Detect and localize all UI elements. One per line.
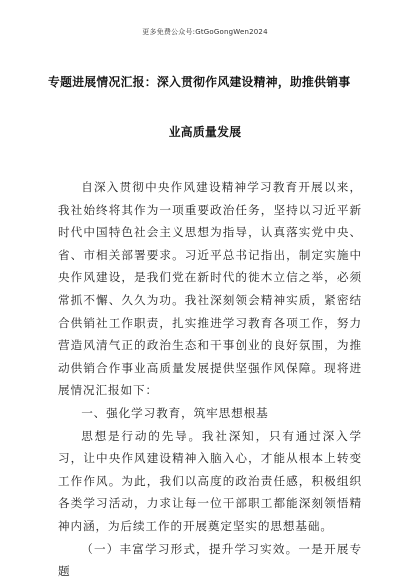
section-heading-1: 一、强化学习教育，筑牢思想根基 [81, 405, 269, 420]
document-title-line-1: 专题进展情况汇报：深入贯彻作风建设精神，助推供销事 [48, 75, 351, 89]
paragraph-intro: 自深入贯彻中央作风建设精神学习教育开展以来，我社始终将其作为一项重要政治任务，坚持以习近平新时代中国特色社会主义思想为指导，认真落实党中央、省、市相关部署要求。习近平总书记指出，制定实施中央作风建设，是我们党在新时代的徙木立信之举，必须常抓不懈、久久为功。我社深刻领会精神实质，紧密结合供销社工作职责，扎实推进学习教育各项工作，努力营造风清气正的政治生态和干事创业的良好氛围，为推动供销合作事业高质量发展提供坚强作风保障。现将进展情况汇报如下： [58, 180, 362, 398]
paragraph-section-1: 思想是行动的先导。我社深知，只有通过深入学习，让中央作风建设精神入脑入心，才能从根本上转变工作作风。为此，我们以高度的政治责任感，积极组织各类学习活动，力求让每一位干部职工都能深刻领悟精神内涵，为后续工作的开展奠定坚实的思想基础。 [58, 428, 362, 533]
document-title-line-2: 业高质量发展 [168, 125, 242, 139]
document-body [58, 176, 362, 583]
paragraph-subsection-1: （一）丰富学习形式，提升学习实效。一是开展专题 [58, 541, 362, 579]
header-note: 更多免费公众号:GtGoGongWen2024 [142, 28, 268, 36]
